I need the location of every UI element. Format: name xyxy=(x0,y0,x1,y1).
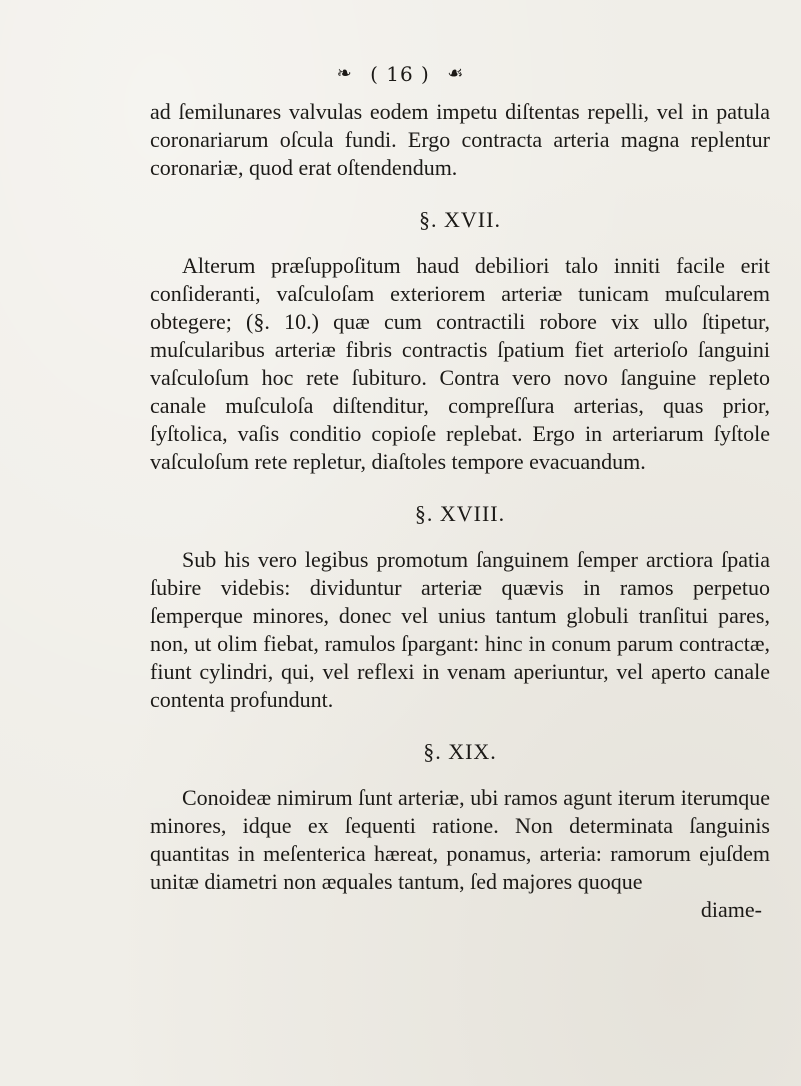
page-header xyxy=(0,60,801,86)
page-number: ( 16 ) xyxy=(370,61,430,86)
body-text xyxy=(150,98,770,924)
section-17-paragraph: Alterum præſuppoſitum haud debiliori talo inniti facile erit conſideranti, vaſculoſam exteriorem arteriæ tunicam muſcularem obtegere; (§. 10.) quæ cum contractili robore vix ullo ſtipetur, muſcularibus arteriæ fibris contractis ſpatium fiet arterioſo ſanguini vaſculoſum hoc rete ſubituro. Contra vero novo ſanguine repleto canale muſculoſa diſtenditur, compreſſura arterias, quas prior, ſyſtolica, vaſis conditio copioſe replebat. Ergo in arteriarum ſyſtole vaſculoſum rete repletur, diaſtoles tempore evacuandum. xyxy=(150,253,770,474)
section-heading-17: §. XVII. xyxy=(419,207,501,232)
intro-paragraph: ad ſemilunares valvulas eodem impetu diſtentas repelli, vel in patula coronariarum oſcula fundi. Ergo contracta arteria magna replentur coronariæ, quod erat oſtendendum. xyxy=(150,99,770,180)
section-heading-18: §. XVIII. xyxy=(414,501,506,526)
section-heading-19: §. XIX. xyxy=(423,739,497,764)
catchword: diame- xyxy=(700,897,762,922)
ornament-left-icon: ❧ xyxy=(336,62,353,84)
section-18-paragraph: Sub his vero legibus promotum ſanguinem ſemper arctiora ſpatia ſubire videbis: dividuntur arteriæ quævis in ramos perpetuo ſemperque minores, donec vel unius tantum globuli tranſitui pares, non, ut olim fiebat, ramulos ſpargant: hinc in conum parum contractæ, fiunt cylindri, qui, vel reflexi in venam aperiuntur, vel aperto canale contenta profundunt. xyxy=(150,547,770,712)
section-19-paragraph: Conoideæ nimirum ſunt arteriæ, ubi ramos agunt iterum iterumque minores, idque ex ſequenti ratione. Non determinata ſanguinis quantitas in meſenterica hæreat, ponamus, arteria: ramorum ejuſdem unitæ diametri non æquales tantum, ſed majores quoque xyxy=(150,785,770,894)
ornament-right-icon: ☙ xyxy=(447,62,465,84)
